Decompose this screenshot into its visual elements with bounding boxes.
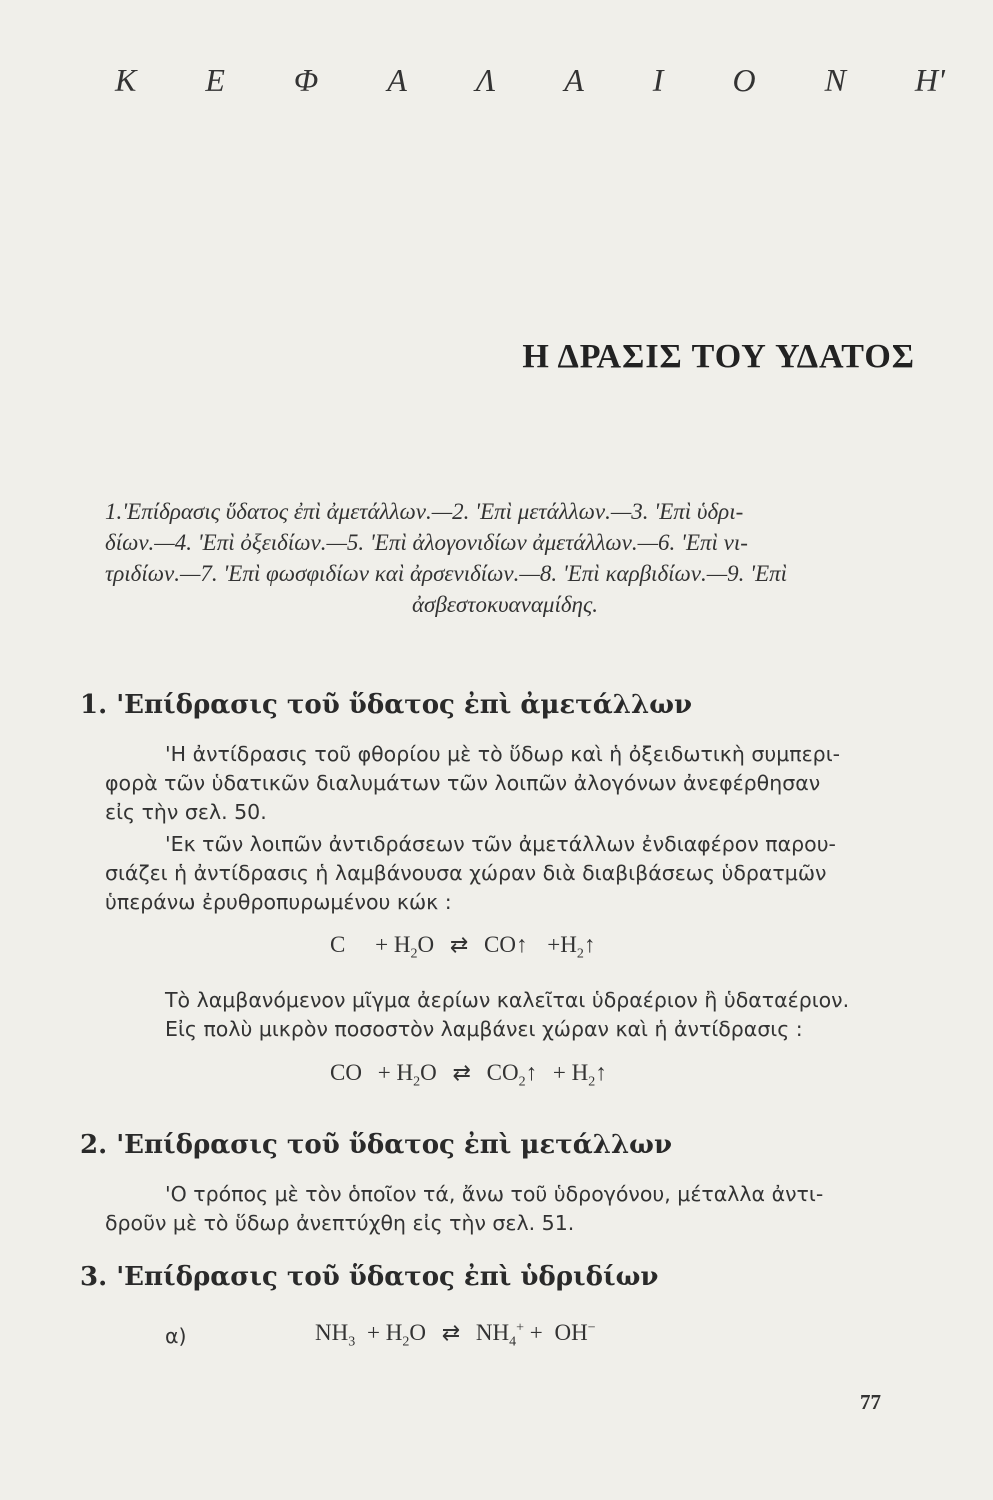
eq-term: NH — [475, 1320, 510, 1345]
section-2-paragraph-1 — [105, 1180, 905, 1238]
item-label: α) — [165, 1324, 187, 1348]
eq-plus: + — [377, 1060, 391, 1085]
eq-subscript: 4 — [509, 1334, 517, 1350]
chapter-letter: Φ — [293, 62, 319, 98]
text-line: φορὰ τῶν ὑδατικῶν διαλυμάτων τῶν λοιπῶν ἀλογόνων ἀνεφέρθησαν — [105, 771, 821, 795]
summary-line: δίων.—4. 'Επὶ ὀξειδίων.—5. 'Επὶ ἀλογονιδίων ἀμετάλλων.—6. 'Επὶ νι- — [105, 530, 748, 555]
chapter-title: Η ΔΡΑΣΙΣ ΤΟΥ ΥΔΑΤΟΣ — [522, 338, 915, 375]
eq-term: O — [417, 932, 435, 957]
eq-plus: + — [552, 1060, 566, 1085]
chapter-letter: Ι — [652, 62, 664, 98]
summary-line: τριδίων.—7. 'Επὶ φωσφιδίων καὶ ἀρσενιδίων.—8. 'Επὶ καρβιδίων.—9. 'Επὶ — [105, 561, 788, 586]
summary-line: ἀσβεστοκυαναμίδης. — [411, 592, 599, 617]
eq-subscript: 3 — [348, 1334, 356, 1350]
section-number: 3. — [80, 1262, 108, 1292]
chapter-letter: Ν — [824, 62, 846, 98]
eq-term: OH — [554, 1320, 588, 1345]
chapter-heading — [115, 62, 945, 99]
eq-term: H — [571, 1060, 589, 1085]
eq-subscript: 2 — [576, 946, 584, 962]
eq-subscript: 2 — [588, 1074, 596, 1090]
gas-arrow-icon: ↑ — [583, 932, 596, 957]
section-1-paragraph-3 — [165, 986, 965, 1044]
eq-term: CO — [486, 1060, 519, 1085]
eq-subscript: 2 — [518, 1074, 526, 1090]
eq-term: CO — [330, 1060, 362, 1085]
equation-2 — [330, 1060, 607, 1091]
section-1-heading — [80, 690, 692, 720]
text-line: ὑπεράνω ἐρυθροπυρωμένου κώκ : — [105, 890, 452, 914]
text-line: Τὸ λαμβανόμενον μῖγμα ἀερίων καλεῖται ὑδραέριον ἢ ὑδαταέριον. — [165, 988, 850, 1012]
eq-plus: + — [547, 932, 561, 957]
section-1-paragraph-2 — [105, 830, 905, 917]
chapter-letter: Α — [387, 62, 407, 98]
equilibrium-arrow-icon: ⇄ — [452, 1060, 471, 1085]
equilibrium-arrow-icon: ⇄ — [441, 1320, 461, 1345]
eq-term: H — [560, 932, 577, 957]
chapter-letter: Η' — [914, 62, 945, 98]
eq-subscript: 2 — [402, 1334, 410, 1350]
equation-3 — [315, 1320, 596, 1351]
gas-arrow-icon: ↑ — [525, 1060, 538, 1085]
gas-arrow-icon: ↑ — [595, 1060, 607, 1085]
eq-term: C — [330, 932, 346, 957]
eq-plus: + — [366, 1320, 380, 1345]
chapter-summary — [105, 496, 905, 620]
eq-term: H — [393, 932, 411, 957]
section-number: 2. — [80, 1130, 108, 1160]
text-line: δροῦν μὲ τὸ ὕδωρ ἀνεπτύχθη εἰς τὴν σελ. 51. — [105, 1211, 575, 1235]
eq-term: H — [385, 1320, 403, 1345]
eq-term: H — [396, 1060, 414, 1085]
section-1-paragraph-1 — [105, 740, 905, 827]
section-2-heading — [80, 1130, 672, 1160]
text-line: σιάζει ἡ ἀντίδρασις ἡ λαμβάνουσα χώραν διὰ διαβιβάσεως ὑδρατμῶν — [105, 861, 827, 885]
eq-subscript: 2 — [410, 946, 418, 962]
eq-term: O — [409, 1320, 426, 1345]
summary-line: 1.'Επίδρασις ὕδατος ἐπὶ ἀμετάλλων.—2. 'Επὶ μετάλλων.—3. 'Επὶ ὑδρι- — [105, 499, 744, 524]
chapter-letter: Α — [564, 62, 584, 98]
eq-term: O — [420, 1060, 437, 1085]
chapter-letter: Κ — [115, 62, 137, 98]
section-title: 'Επίδρασις τοῦ ὕδατος ἐπὶ ὑδριδίων — [116, 1262, 659, 1292]
section-title: 'Επίδρασις τοῦ ὕδατος ἐπὶ ἀμετάλλων — [116, 690, 692, 720]
eq-term: CO — [484, 932, 516, 957]
eq-superscript: − — [587, 1320, 596, 1336]
text-line: εἰς τὴν σελ. 50. — [105, 800, 267, 824]
text-line: 'Εκ τῶν λοιπῶν ἀντιδράσεων τῶν ἀμετάλλων ἐνδιαφέρον παρου- — [165, 832, 836, 856]
eq-subscript: 2 — [413, 1074, 421, 1090]
eq-term: NH — [315, 1320, 349, 1345]
eq-plus: + — [529, 1320, 543, 1345]
text-line: Εἰς πολὺ μικρὸν ποσοστὸν λαμβάνει χώραν καὶ ἡ ἀντίδρασις : — [165, 1017, 803, 1041]
section-title: 'Επίδρασις τοῦ ὕδατος ἐπὶ μετάλλων — [116, 1130, 672, 1160]
chapter-letter: Λ — [475, 62, 496, 98]
chapter-letter: Ο — [732, 62, 756, 98]
equilibrium-arrow-icon: ⇄ — [449, 932, 469, 957]
eq-plus: + — [375, 932, 389, 957]
section-number: 1. — [80, 690, 108, 720]
page-number: 77 — [860, 1390, 881, 1414]
section-3-heading — [80, 1262, 658, 1292]
gas-arrow-icon: ↑ — [515, 932, 528, 957]
eq-superscript: + — [516, 1320, 525, 1336]
text-line: 'Ο τρόπος μὲ τὸν ὁποῖον τά, ἄνω τοῦ ὑδρογόνου, μέταλλα ἀντι- — [165, 1182, 824, 1206]
equation-1 — [330, 932, 595, 963]
text-line: 'Η ἀντίδρασις τοῦ φθορίου μὲ τὸ ὕδωρ καὶ ἡ ὀξειδωτικὴ συμπερι- — [165, 742, 841, 766]
chapter-letter: Ε — [205, 62, 225, 98]
